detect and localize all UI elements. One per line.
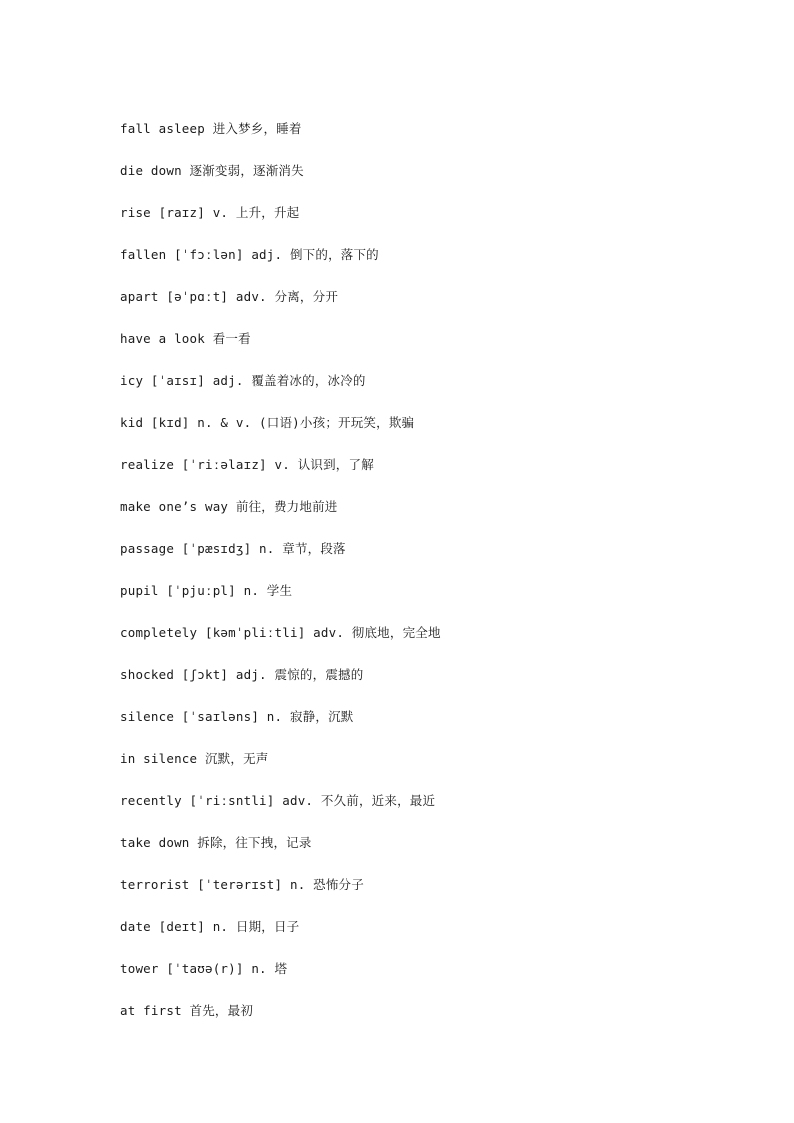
vocab-entry [120,118,740,160]
vocab-entry-text: completely [kəmˈpliːtli] adv. 彻底地，完全地 [120,625,441,640]
vocab-entry [120,496,740,538]
vocabulary-list [120,118,740,1042]
vocab-entry [120,244,740,286]
vocab-entry-text: tower [ˈtaʊə(r)] n. 塔 [120,961,288,976]
vocab-entry-text: passage [ˈpæsɪdʒ] n. 章节，段落 [120,541,346,556]
vocab-entry-text: fallen [ˈfɔːlən] adj. 倒下的，落下的 [120,247,379,262]
vocab-entry [120,664,740,706]
vocab-entry-text: die down 逐渐变弱，逐渐消失 [120,163,304,178]
vocab-entry [120,286,740,328]
vocab-entry-text: pupil [ˈpjuːpl] n. 学生 [120,583,293,598]
vocab-entry-text: rise [raɪz] v. 上升，升起 [120,205,300,220]
vocab-entry-text: silence [ˈsaɪləns] n. 寂静，沉默 [120,709,354,724]
vocab-entry [120,622,740,664]
vocab-entry-text: have a look 看一看 [120,331,251,346]
vocab-entry-text: terrorist [ˈterərɪst] n. 恐怖分子 [120,877,364,892]
vocab-entry [120,454,740,496]
vocab-entry [120,370,740,412]
vocab-entry-text: realize [ˈriːəlaɪz] v. 认识到，了解 [120,457,374,472]
vocab-entry [120,328,740,370]
vocab-entry [120,748,740,790]
vocab-entry [120,160,740,202]
vocab-entry-text: icy [ˈaɪsɪ] adj. 覆盖着冰的，冰冷的 [120,373,366,388]
vocab-entry [120,538,740,580]
vocab-entry-text: date [deɪt] n. 日期，日子 [120,919,300,934]
vocab-entry-text: at first 首先，最初 [120,1003,254,1018]
vocab-entry [120,832,740,874]
vocab-entry [120,790,740,832]
vocab-entry-text: take down 拆除，往下拽，记录 [120,835,312,850]
vocab-entry [120,1000,740,1042]
vocab-entry-text: apart [əˈpɑːt] adv. 分离，分开 [120,289,339,304]
vocab-entry [120,874,740,916]
vocab-entry [120,580,740,622]
vocab-entry [120,202,740,244]
vocab-entry-text: kid [kɪd] n. & v. (口语)小孩；开玩笑，欺骗 [120,415,415,430]
vocab-entry [120,958,740,1000]
vocab-entry-text: fall asleep 进入梦乡，睡着 [120,121,302,136]
vocab-entry-text: in silence 沉默，无声 [120,751,269,766]
vocab-entry [120,706,740,748]
vocab-entry-text: shocked [ʃɔkt] adj. 震惊的，震撼的 [120,667,364,682]
vocab-entry [120,412,740,454]
vocab-entry [120,916,740,958]
vocab-entry-text: recently [ˈriːsntli] adv. 不久前，近来，最近 [120,793,436,808]
vocab-entry-text: make one’s way 前往，费力地前进 [120,499,338,514]
